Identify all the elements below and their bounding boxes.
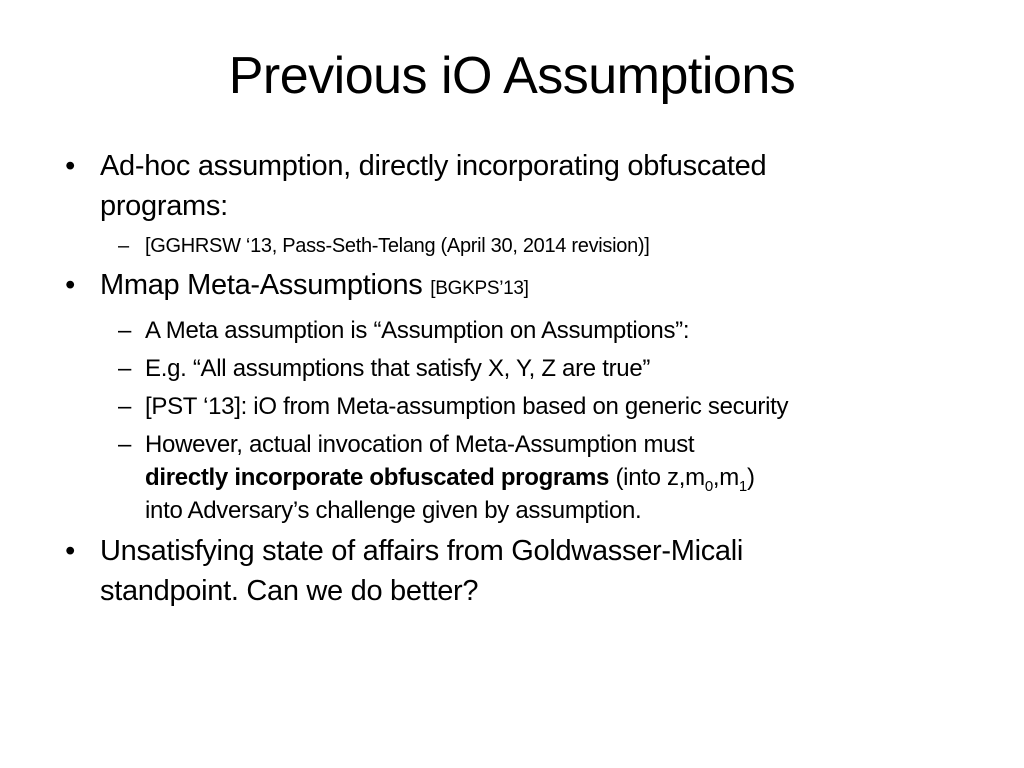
bullet-text-line: standpoint. Can we do better? <box>100 575 479 607</box>
dash-marker: – <box>118 431 132 458</box>
sub-bullet-text: [PST ‘13]: iO from Meta-assumption based on generic security <box>145 393 789 420</box>
sub-bullet-however <box>60 428 960 527</box>
sub-bullet-gghrsw <box>60 231 960 261</box>
sub-bullet-text: A Meta assumption is “Assumption on Assumptions”: <box>145 317 690 344</box>
bullet-unsatisfying <box>60 531 960 611</box>
sub-bullet-pst <box>60 390 960 423</box>
bold-phrase: directly incorporate obfuscated programs <box>145 464 610 491</box>
sub-bullet-text-line: into Adversary’s challenge given by assumption. <box>145 497 642 524</box>
comma-text: ,m <box>712 464 739 491</box>
sub-bullet-text: E.g. “All assumptions that satisfy X, Y, Z are true” <box>145 355 651 382</box>
bullet-mmap-meta <box>60 265 960 309</box>
dash-marker: – <box>118 355 132 382</box>
citation: [BGKPS’13] <box>430 278 529 299</box>
bullet-marker: • <box>65 535 75 567</box>
dash-marker: – <box>118 393 132 420</box>
dash-marker: – <box>118 317 132 344</box>
subscript-one: 1 <box>738 477 747 495</box>
sub-bullet-example <box>60 352 960 385</box>
bullet-text: Mmap Meta-Assumptions <box>100 269 423 301</box>
subscript-zero: 0 <box>704 477 713 495</box>
bullet-marker: • <box>65 150 75 182</box>
sub-bullet-meta-definition <box>60 314 960 347</box>
sub-bullet-text-line: However, actual invocation of Meta-Assumption must <box>145 431 695 458</box>
paren-open-text: (into z,m <box>609 464 705 491</box>
slide-body <box>60 142 960 611</box>
bullet-text-line: Ad-hoc assumption, directly incorporating obfuscated <box>100 150 767 182</box>
slide-title: Previous iO Assumptions <box>228 47 796 105</box>
bullet-text-line: Unsatisfying state of affairs from Goldwasser-Micali <box>100 535 744 567</box>
bullet-marker: • <box>65 269 75 301</box>
paren-close-text: ) <box>746 464 755 491</box>
sub-bullet-text-line <box>145 461 960 494</box>
bullet-text-line: programs: <box>100 190 228 222</box>
dash-marker: – <box>118 235 129 257</box>
bullet-ad-hoc <box>60 146 960 226</box>
sub-bullet-text: [GGHRSW ‘13, Pass-Seth-Telang (April 30, 2014 revision)] <box>145 235 650 257</box>
